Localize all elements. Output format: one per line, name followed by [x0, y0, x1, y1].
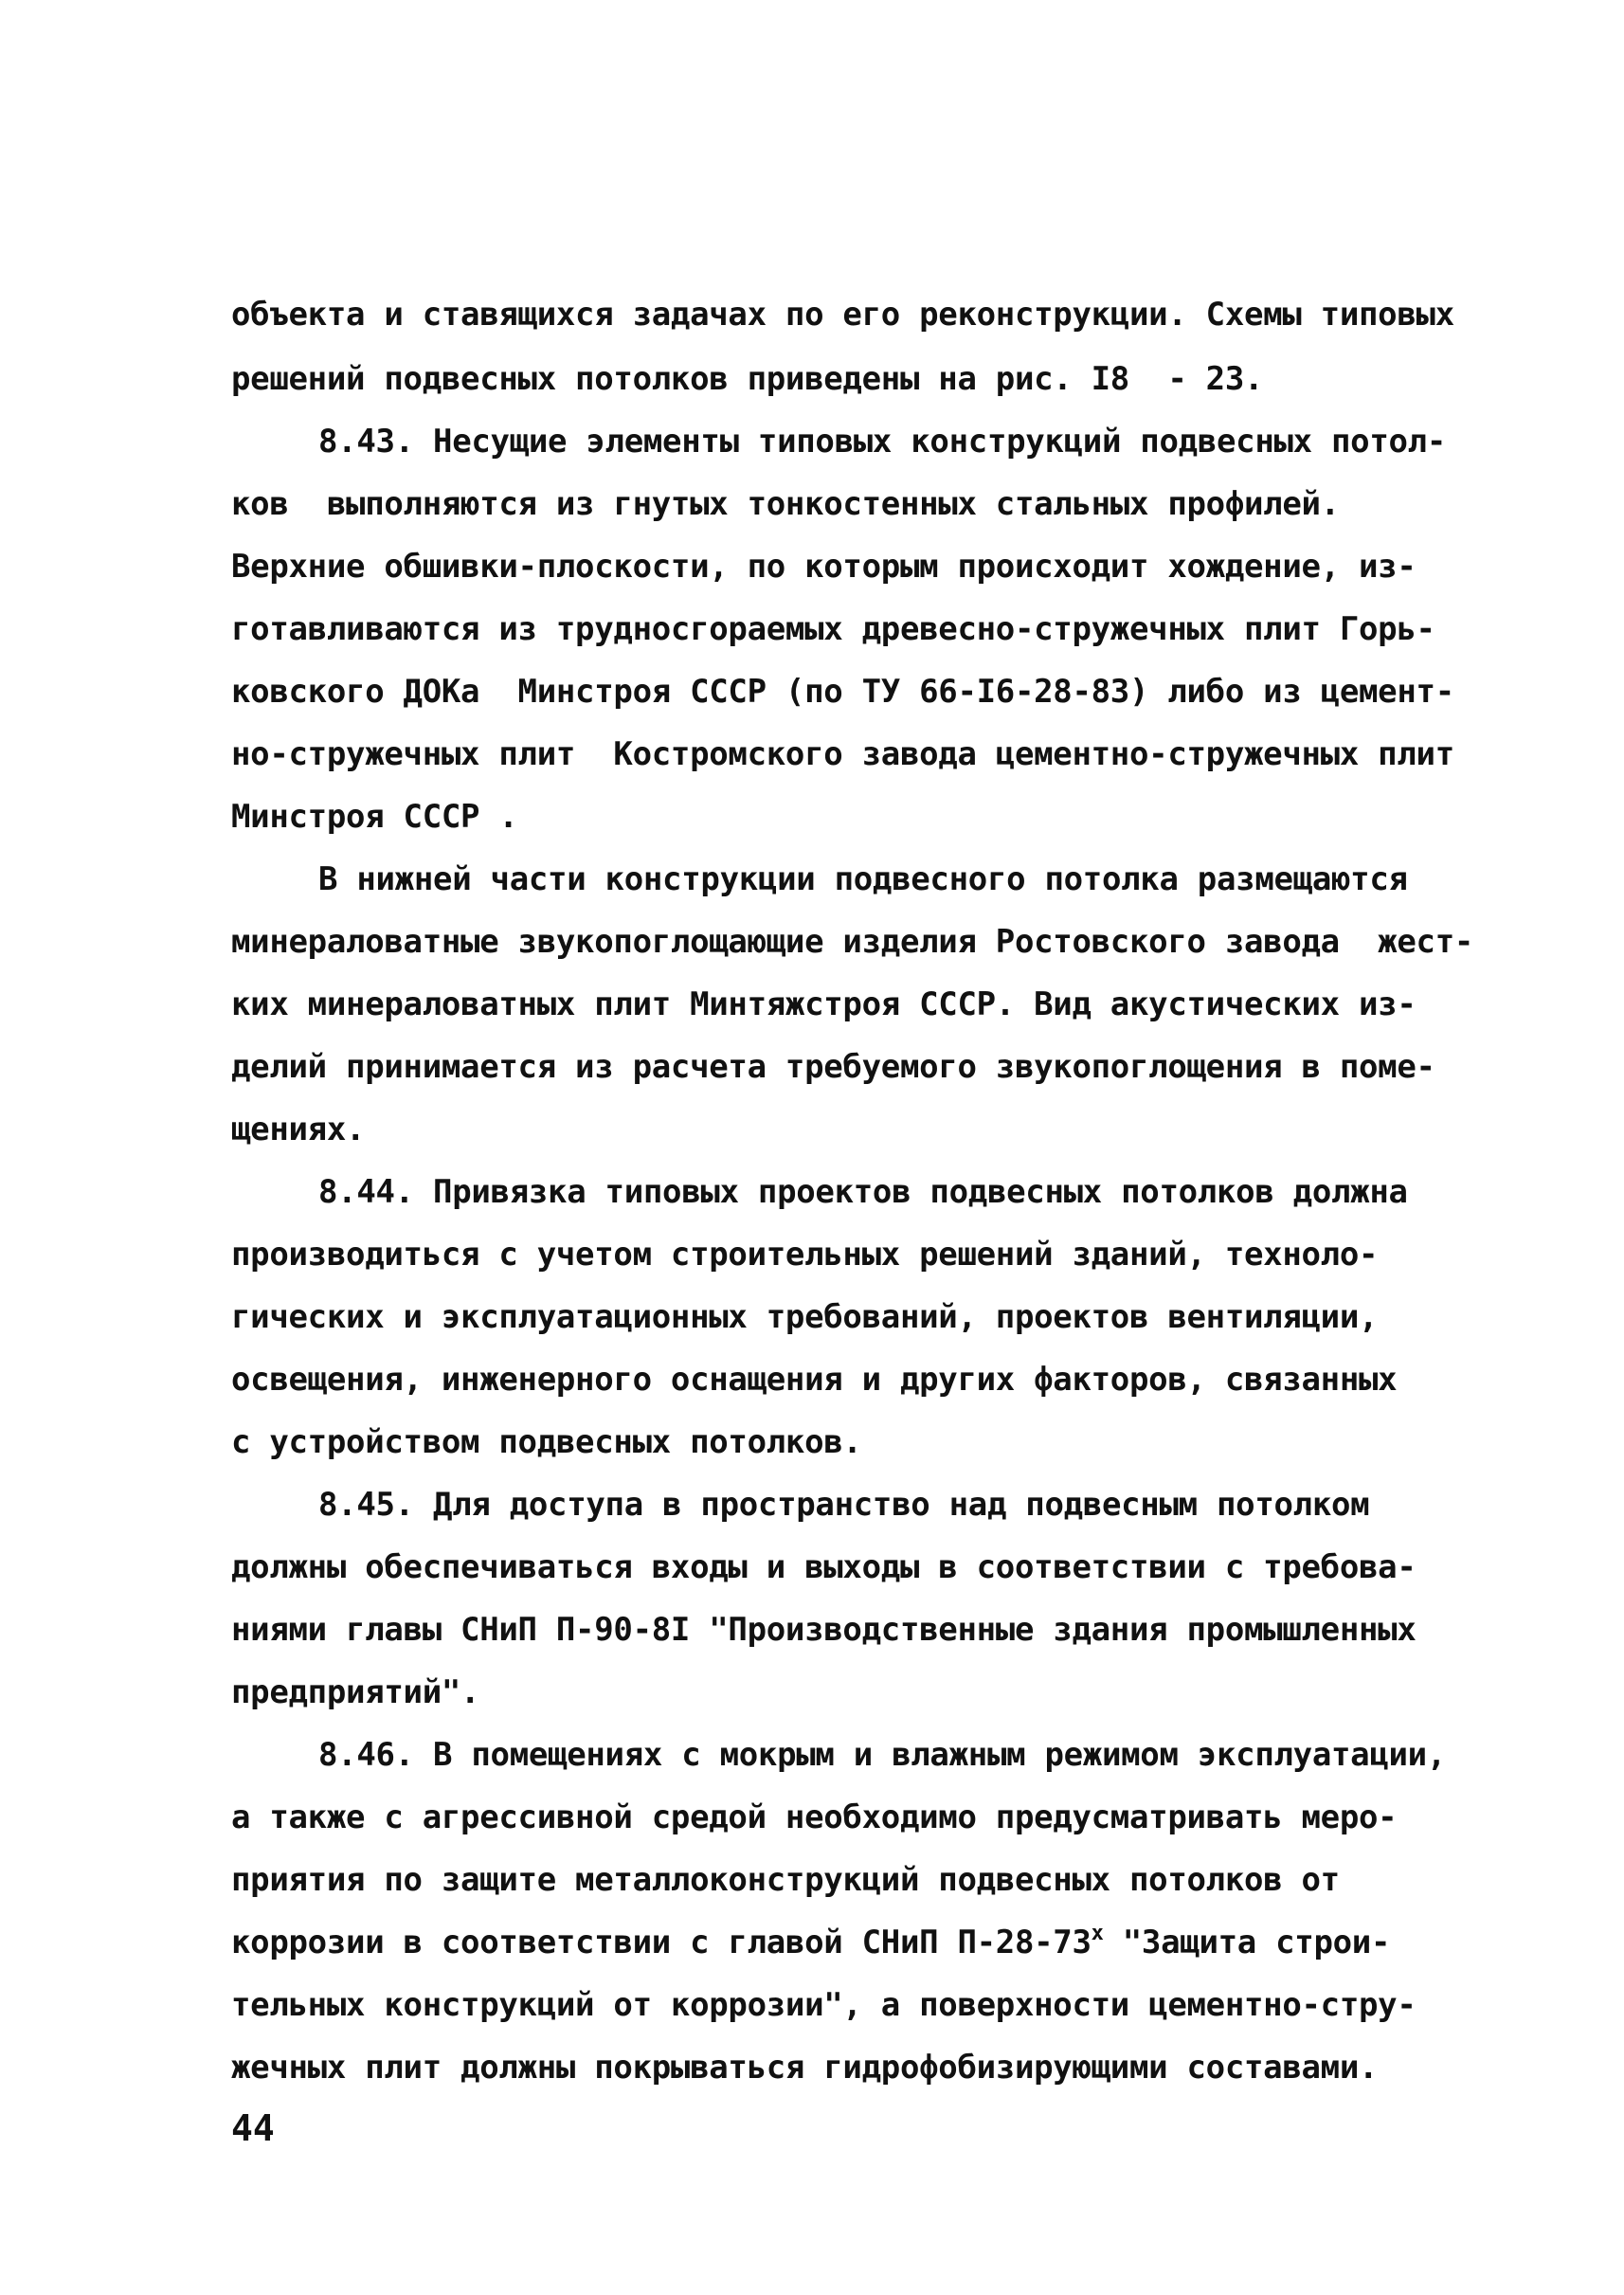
text-line-11: минераловатные звукопоглощающие изделия Ростовского завода жест-	[231, 923, 1474, 961]
paragraph-8-45-start: 8.45. Для доступа в пространство над подвесным потолком	[318, 1486, 1370, 1524]
text-line-19: с устройством подвесных потолков.	[231, 1423, 862, 1461]
text-line-2: решений подвесных потолков приведены на рис. I8 - 23.	[231, 360, 1264, 398]
text-line-21: должны обеспечиваться входы и выходы в соответствии с требова-	[231, 1548, 1416, 1586]
text-line-13: делий принимается из расчета требуемого звукопоглощения в поме-	[231, 1048, 1435, 1086]
text-line-1: объекта и ставящихся задачах по его реконструкции. Схемы типовых	[231, 296, 1454, 334]
text-line-4: ков выполняются из гнутых тонкостенных стальных профилей.	[231, 485, 1340, 523]
text-line-28: тельных конструкций от коррозии", а поверхности цементно-стру-	[231, 1986, 1416, 2024]
text-line-22: ниями главы СНиП П-90-8I "Производственные здания промышленных	[231, 1611, 1416, 1649]
text-line-29: жечных плит должны покрываться гидрофобизирующими составами.	[231, 2049, 1379, 2087]
paragraph-8-46-start: 8.46. В помещениях с мокрым и влажным режимом эксплуатации,	[318, 1736, 1447, 1774]
paragraph-8-43-start: 8.43. Несущие элементы типовых конструкций подвесных потол-	[318, 423, 1447, 461]
text-line-7: ковского ДОКа Минстроя СССР (по ТУ 66-I6-28-83) либо из цемент-	[231, 673, 1454, 711]
paragraph-lower-part-start: В нижней части конструкции подвесного потолка размещаются	[318, 860, 1408, 898]
superscript-x: x	[1091, 1922, 1104, 1945]
text-line-14: щениях.	[231, 1111, 366, 1148]
page-number: 44	[231, 2107, 275, 2149]
text-line-25: а также с агрессивной средой необходимо предусматривать меро-	[231, 1798, 1398, 1836]
text-line-23: предприятий".	[231, 1673, 480, 1711]
text-line-27-tail: "Защита строи-	[1103, 1924, 1391, 1961]
text-line-27	[231, 1924, 1390, 1966]
text-line-18: освещения, инженерного оснащения и других факторов, связанных	[231, 1361, 1398, 1399]
text-line-27-head: коррозии в соответствии с главой СНиП П-28-73	[231, 1924, 1092, 1961]
text-line-5: Верхние обшивки-плоскости, по которым происходит хождение, из-	[231, 548, 1416, 586]
text-line-9: Минстроя СССР .	[231, 798, 518, 836]
text-line-16: производиться с учетом строительных решений зданий, техноло-	[231, 1236, 1379, 1274]
text-line-8: но-стружечных плит Костромского завода цементно-стружечных плит	[231, 735, 1454, 773]
text-line-12: ких минераловатных плит Минтяжстроя СССР. Вид акустических из-	[231, 985, 1416, 1023]
text-line-26: приятия по защите металлоконструкций подвесных потолков от	[231, 1861, 1340, 1899]
paragraph-8-44-start: 8.44. Привязка типовых проектов подвесных потолков должна	[318, 1173, 1408, 1211]
text-line-6: готавливаются из трудносгораемых древесно-стружечных плит Горь-	[231, 610, 1435, 648]
text-line-17: гических и эксплуатационных требований, проектов вентиляции,	[231, 1298, 1379, 1336]
